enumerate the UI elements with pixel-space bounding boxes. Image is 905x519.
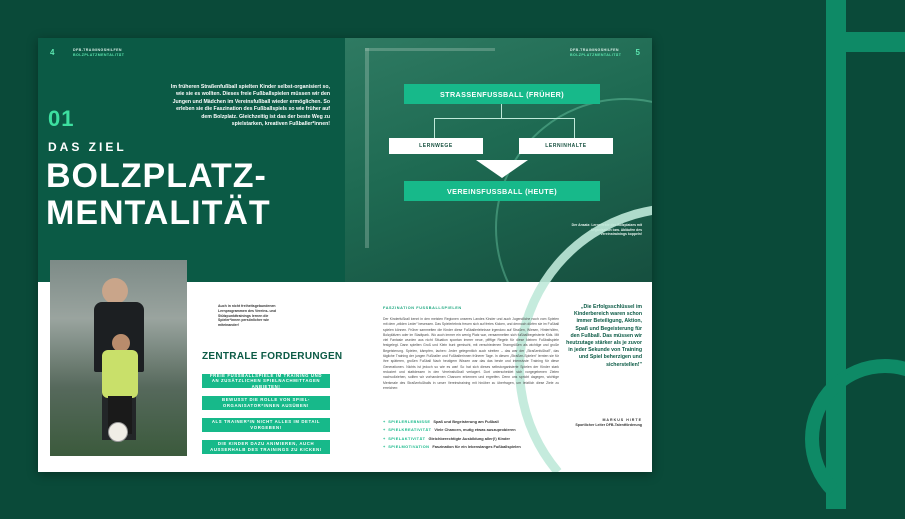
chapter-number: 01 <box>48 106 75 131</box>
plus-icon: + <box>383 427 386 433</box>
photo-player-vest <box>102 350 138 398</box>
photo-caption: Auch in nicht freiheitsgebundenen Lernprogrammen des Vereins- und Stützpunkttrainings lernen die Spieler*innen persönlicher wie miteinander! <box>218 304 276 328</box>
demand-item: BEWUSST DIE ROLLE VON SPIEL-ORGANISATOR*INNEN AUSÜBEN! <box>202 396 330 410</box>
left-page-number: 4 <box>50 48 55 57</box>
plus-icon: + <box>383 419 386 424</box>
plus-icon: + <box>383 444 386 450</box>
article-body: Der Kinderfußball kennt in den meisten Regionen unseres Landes Kinder und auch Jugendliche noch vom Spielen mit dem „wilden Leder" besessen. Das Spielerlebnis freuen sich auf freies Kicken, und dennoch dürfen sie im Fußball spielen können. Früher sammelten die Kinder diese Fußballerlebnisse irgendwo auf Straßen, Wiesen, Hinterhöfen, Bolzplätzen oder im Stadtpark. Wo auch immer ein wenig Platz war, versammelten sich fußballbegeisterte Kids. Mit viel Fantasie wurden aus nicht Situation spontan immer neue, pfiffige Regeln für diese kleinen Fußballspiele festgelegt. Dann spielten Groß und Klein bunt gemischt, mit verschiedenen Teamgrößen als wichtige und große Begeisterung. Spielen, kämpfen, lachen: Jeder gelegentlich auch streiten – das war der „Straßenfußball", das tägliche Training der jungen Fußballer und Fußballerinnen früherer Tage. In diesen „Straßen-Spielen" lernten sie für ihre späteren, großen Fußball Nach heutigem Wissen war das das beste und intensivste Training für diese Generationen. Nichts ist jedoch so wie es war! So hat sich dieses selbstorganisierte Spielen der Kinder stark reduziert und stattdessen in den Vereinsfußball verlagert. Dort unterscheidet sich vorgegebenen Zielen nachvollziehen, sollten wir vorhandenen Chancen erkennen und ergreifen. Denn uns spricht dagegen, wichtige Merkmale des Straßenfußballs in unser Vereinstraining mit hinüber zu überfragen, um letztlich diese Ziele zu erreichen: <box>383 317 559 390</box>
diagram-connector-vertical <box>501 104 502 118</box>
left-running-title: DFB-TRAININGSHILFEN BOLZPLATZMENTALITÄT <box>73 48 125 57</box>
diagram-connector-horizontal <box>434 118 574 119</box>
quote-author-name: MARKUS HIRTE <box>602 418 642 422</box>
diagram-learning-paths: LERNWEGE <box>389 138 483 154</box>
plus-icon: + <box>383 435 386 441</box>
goal-crossbar <box>365 48 495 51</box>
list-item: + SPIELMOTIVATION Faszination für ein lebenslanges Fußballspielen <box>383 444 521 450</box>
right-running-title: DFB-TRAININGSHILFEN BOLZPLATZMENTALITÄT <box>570 48 622 57</box>
article-bullet-list <box>383 418 583 452</box>
page-title: BOLZPLATZ- MENTALITÄT <box>46 157 271 232</box>
right-page-number: 5 <box>635 48 640 57</box>
article-section-label: FASZINATION FUSSBALLSPIELEN <box>383 306 462 310</box>
diagram-connector-right <box>574 118 575 138</box>
chapter-kicker: DAS ZIEL <box>48 140 127 154</box>
demand-item: FREIE FUSSBALLSPIELE IM TRAINING UND AN ZUSÄTZLICHEN SPIELNACHMITTAGEN ANBIETEN! <box>202 374 330 388</box>
background-arc <box>805 359 905 519</box>
diagram-club-football: VEREINSFUSSBALL (HEUTE) <box>404 181 600 201</box>
training-photo <box>50 260 187 456</box>
list-item: + SPIELAKTIVITÄT Gleichberechtigte Ausbildung aller(!) Kinder <box>383 435 511 441</box>
diagram-street-football: STRASSENFUSSBALL (FRÜHER) <box>404 84 600 104</box>
demand-item: DIE KINDER DAZU ANIMIEREN, AUCH AUSSERHALB DES TRAININGS ZU KICKEN! <box>202 440 330 454</box>
diagram-connector-left <box>434 118 435 138</box>
diagram-caption: Der Ansatz: Lerneffekte des Bolzplatzes mit Organisation bzw. Abläufen des Vereinstrainings koppeln! <box>571 223 642 237</box>
magazine-spread <box>38 38 652 472</box>
list-item: + SPIELKREATIVITÄT Viele Chancen, mutig etwas auszuprobieren <box>383 427 516 433</box>
pull-quote: „Die Erfolgsschlüssel im Kinderbereich waren schon immer Beteiligung, Aktion, Spaß und Begeisterung für den Fußball. Das müssen wir heutzutage stärker als je zuvor in jeder Sekunde von Training und Spiel beherzigen und sicherstellen!" <box>566 304 642 368</box>
list-item: + SPIELERLEBNISSE Spaß und Begeisterung am Fußball <box>383 419 499 424</box>
intro-paragraph: Im früheren Straßenfußball spielten Kinder selbst-organisiert so, wie sie es wollten. Dieses freie Fußballspielen müssen wir den Jungen und Mädchen im Vereinsfußball wieder ermöglichen. So erleben sie die Faszination des Fußballspiels so wie früher auf dem Bolzplatz. Gleichzeitig ist das der beste Weg zu spielstarken, kreativen Fußballer*innen! <box>170 84 330 128</box>
diagram-arrow-down-icon <box>476 160 528 178</box>
quote-author-role: Sportlicher Leiter DFB-Talentförderung <box>575 423 642 427</box>
demand-item: ALS TRAINER*IN NICHT ALLES IM DETAIL VORGEBEN! <box>202 418 330 432</box>
background-stripe-horizontal <box>826 32 905 52</box>
photo-coach-figure <box>102 278 128 304</box>
quote-attribution <box>566 418 642 428</box>
left-page-header-area <box>38 38 345 282</box>
diagram-learning-content: LERNINHALTE <box>519 138 613 154</box>
demands-title: ZENTRALE FORDERUNGEN <box>202 351 343 362</box>
photo-ball <box>108 422 128 442</box>
goal-post <box>365 48 369 248</box>
